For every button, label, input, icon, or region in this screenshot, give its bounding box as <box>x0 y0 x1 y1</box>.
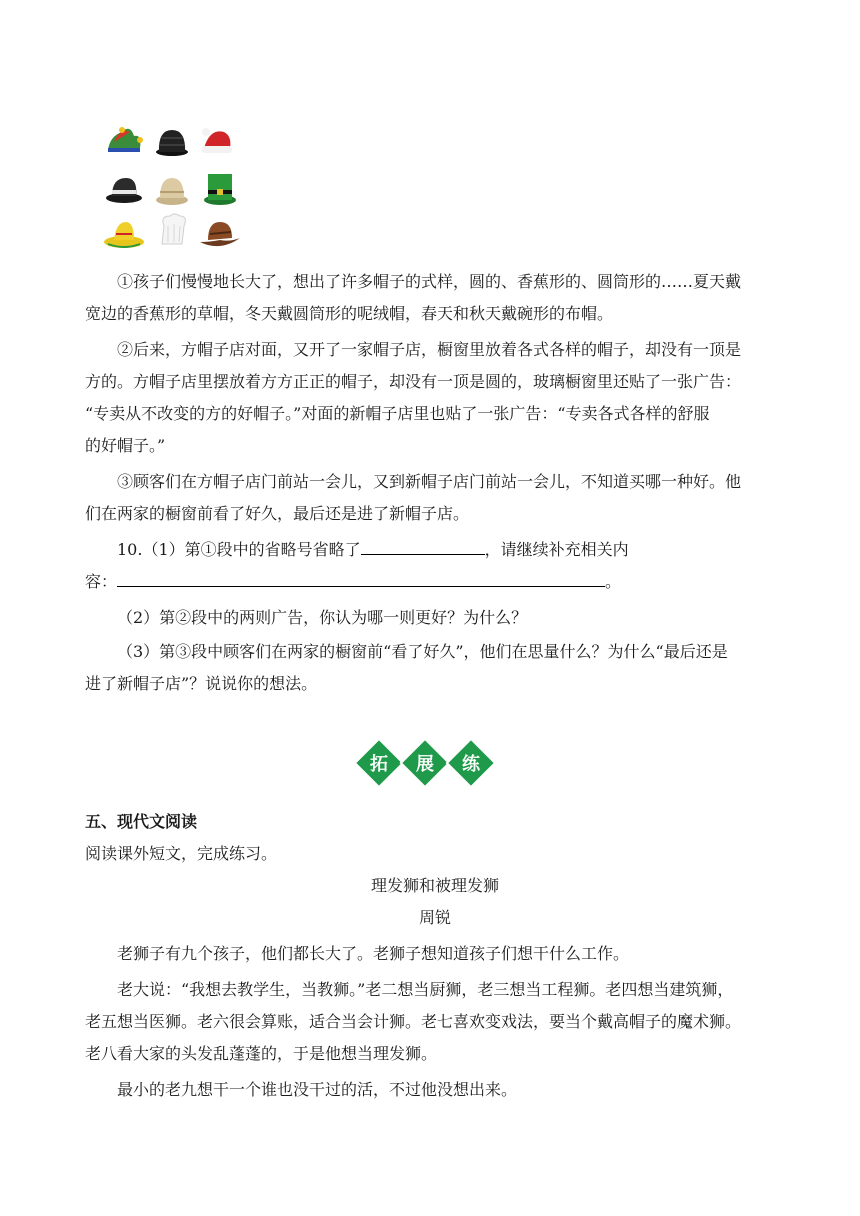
question-10-part-3-line-2: 进了新帽子店”？说说你的想法。 <box>85 674 318 693</box>
section-5-instruction: 阅读课外短文，完成练习。 <box>85 844 278 863</box>
black-fedora-icon <box>106 178 142 203</box>
answer-blank-1[interactable] <box>361 536 485 555</box>
badge-diamond-3 <box>447 740 495 787</box>
cowboy-hat-icon <box>200 222 240 246</box>
badge-diamond-2 <box>401 740 449 787</box>
paragraph-2-line-1: ②后来，方帽子店对面，又开了一家帽子店，橱窗里放着各式各样的帽子，却没有一顶是 <box>117 340 742 359</box>
badge-char-1: 拓 <box>370 754 388 775</box>
black-bowler-hat-icon <box>156 130 188 156</box>
story-author: 周锐 <box>418 908 451 927</box>
hats-illustration <box>100 118 245 253</box>
sombrero-icon <box>104 222 144 248</box>
story-title: 理发狮和被理发狮 <box>370 876 499 895</box>
question-10-part-1-text-a: 10.（1）第①段中的省略号省略了 <box>117 540 361 559</box>
paragraph-2-line-4: 的好帽子。” <box>85 436 166 455</box>
paragraph-2-line-3: “专卖从不改变的方的好帽子。”对面的新帽子店里也贴了一张广告：“专卖各式各样的舒服 <box>85 404 710 423</box>
story-paragraph-2-line-2: 老五想当医狮。老六很会算账，适合当会计狮。老七喜欢变戏法，要当个戴高帽子的魔术狮。 <box>85 1012 742 1031</box>
question-10-part-1-continued <box>85 566 785 598</box>
question-10-part-1-end: 。 <box>605 572 622 591</box>
green-top-hat-icon <box>204 174 236 205</box>
badge-char-3: 练 <box>462 754 480 775</box>
section-5-heading: 五、现代文阅读 <box>85 812 198 831</box>
story-paragraph-1: 老狮子有九个孩子，他们都长大了。老狮子想知道孩子们想干什么工作。 <box>117 944 630 963</box>
beige-hat-icon <box>156 178 188 205</box>
paragraph-3-line-1: ③顾客们在方帽子店门前站一会儿，又到新帽子店门前站一会儿，不知道买哪一种好。他 <box>117 472 742 491</box>
paragraph-2-line-2: 方的。方帽子店里摆放着方方正正的帽子，却没有一顶是圆的，玻璃橱窗里还贴了一张广告： <box>85 372 742 391</box>
badge-char-2: 展 <box>416 754 434 775</box>
question-10-part-3-line-1: （3）第③段中顾客们在两家的橱窗前“看了好久”，他们在思量什么？为什么“最后还是 <box>117 642 728 661</box>
chef-hat-icon <box>162 214 185 244</box>
badge-diamond-1 <box>356 740 403 787</box>
answer-blank-2[interactable] <box>117 568 605 587</box>
extension-practice-badge <box>356 740 504 788</box>
question-10-part-1-text-b: ，请继续补充相关内 <box>484 540 629 559</box>
question-10-part-1 <box>85 534 785 566</box>
question-10-part-1-text-c: 容： <box>85 572 118 591</box>
story-paragraph-2-line-3: 老八看大家的头发乱蓬蓬的，于是他想当理发狮。 <box>85 1044 438 1063</box>
paragraph-1-line-2: 宽边的香蕉形的草帽，冬天戴圆筒形的呢绒帽，春天和秋天戴碗形的布帽。 <box>85 304 614 323</box>
story-paragraph-2-line-1: 老大说：“我想去教学生，当教狮。”老二想当厨狮，老三想当工程狮。老四想当建筑狮， <box>117 980 734 999</box>
jester-hat-icon <box>108 127 143 152</box>
story-paragraph-3: 最小的老九想干一个谁也没干过的活，不过他没想出来。 <box>117 1080 518 1099</box>
paragraph-1-line-1: ①孩子们慢慢地长大了，想出了许多帽子的式样，圆的、香蕉形的、圆筒形的……夏天戴 <box>117 272 742 291</box>
santa-hat-icon <box>202 128 232 153</box>
question-10-part-2: （2）第②段中的两则广告，你认为哪一则更好？为什么？ <box>117 608 528 627</box>
paragraph-3-line-2: 们在两家的橱窗前看了好久，最后还是进了新帽子店。 <box>85 504 470 523</box>
